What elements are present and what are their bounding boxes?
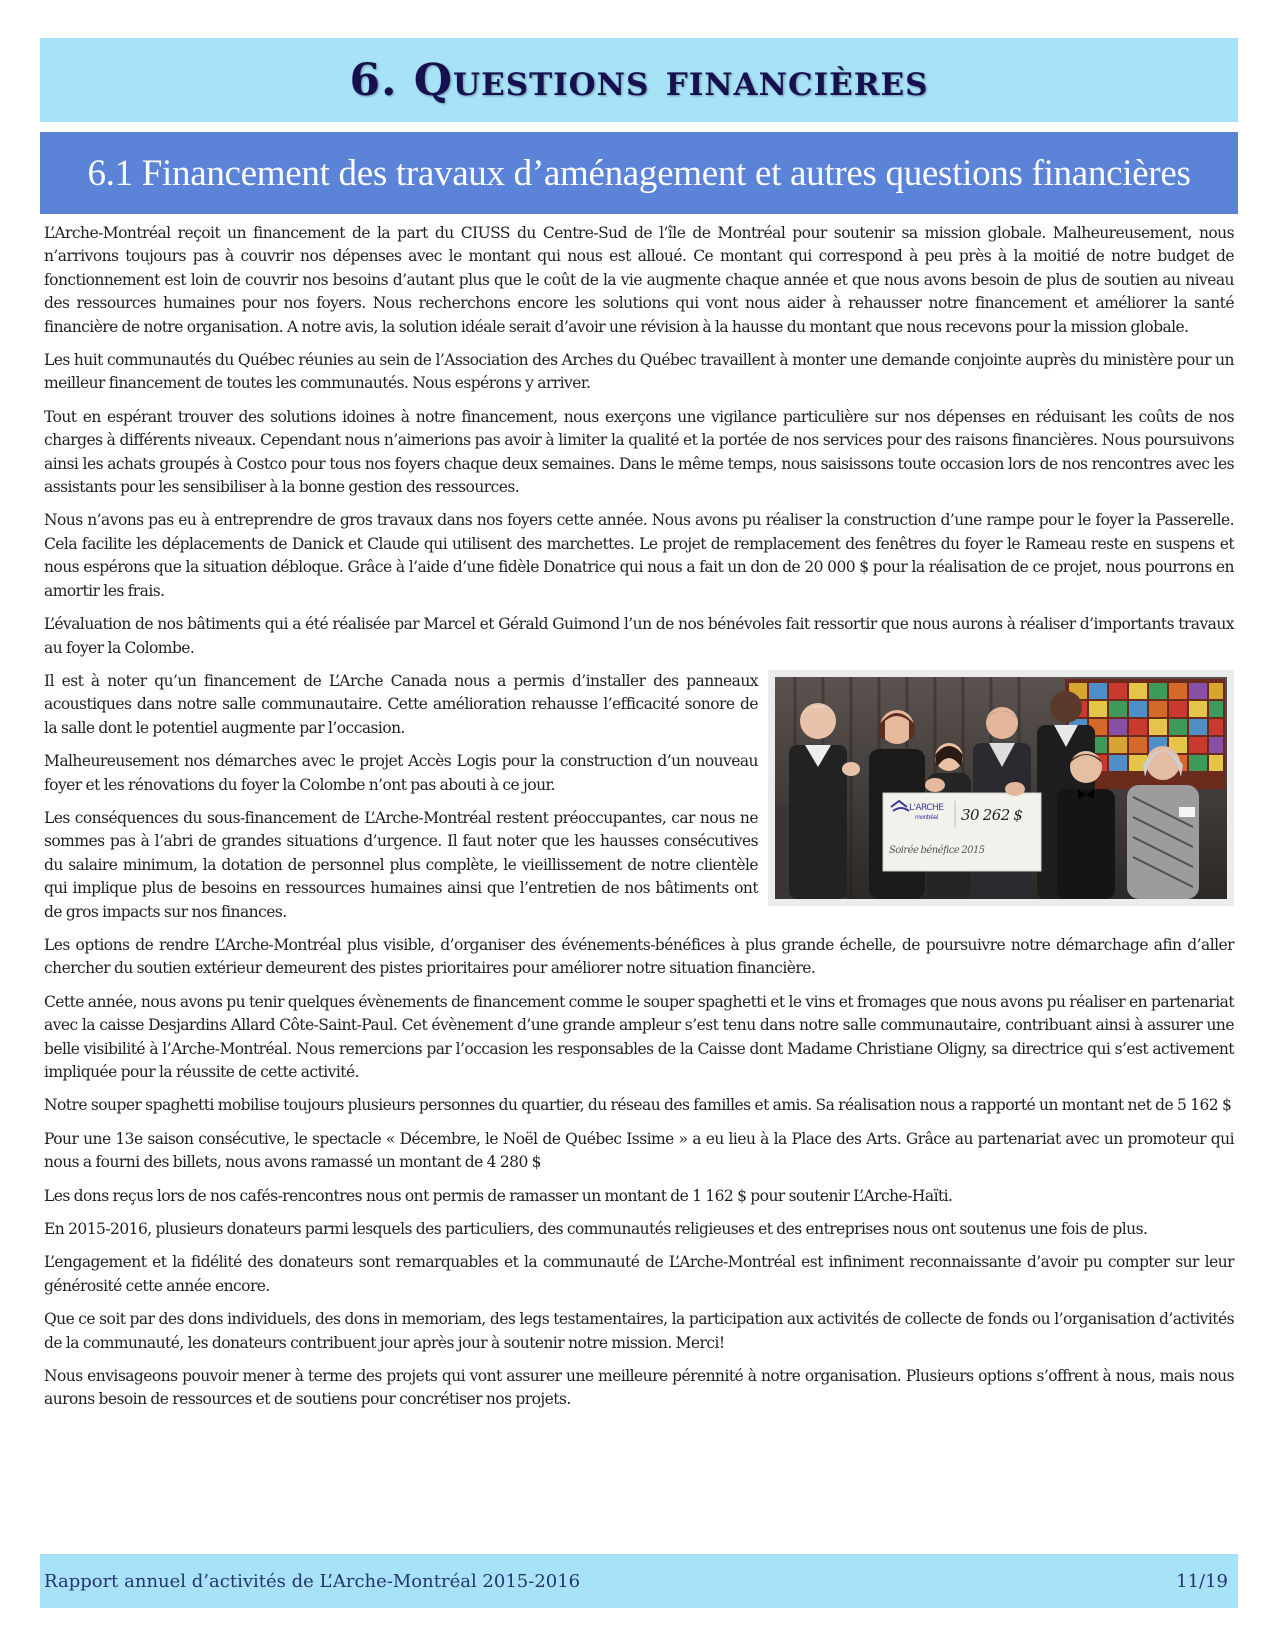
paragraph: Malheureusement nos démarches avec le projet Accès Logis pour la construction d’un nouveau foyer et les rénovations du foyer la Colombe n’ont pas abouti à ce jour. bbox=[44, 752, 758, 794]
check-amount: 30 262 $ bbox=[961, 805, 1023, 824]
section-title: 6.1 Financement des travaux d’aménagement et autres questions financières bbox=[87, 152, 1191, 194]
check-sub: montréal bbox=[915, 813, 938, 821]
paragraph: L’engagement et la fidélité des donateurs sont remarquables et la communauté de L’Arche-Montréal est infiniment reconnaissante d’avoir pu compter sur leur générosité cette année encore. bbox=[44, 1253, 1234, 1295]
paragraph: Que ce soit par des dons individuels, des dons in memoriam, des legs testamentaires, la participation aux activités de collecte de fonds ou l’organisation d’activités de la communauté, les donateurs contribuent jour après jour à soutenir notre mission. Merci! bbox=[44, 1310, 1234, 1352]
paragraph: Les dons reçus lors de nos cafés-rencontres nous ont permis de ramasser un montant de 1 162 $ pour soutenir L’Arche-Haïti. bbox=[44, 1186, 953, 1205]
photo-frame bbox=[768, 670, 1234, 906]
paragraph: Les huit communautés du Québec réunies au sein de l’Association des Arches du Québec travaillent à monter une demande conjointe auprès du ministère pour un meilleur financement de toutes les communautés. Nous espérons y arriver. bbox=[44, 351, 1234, 393]
section-header bbox=[40, 132, 1238, 214]
paragraph: Cette année, nous avons pu tenir quelques évènements de financement comme le souper spaghetti et le vins et fromages que nous avons pu réaliser en partenariat avec la caisse Desjardins Allard Côte-Saint-Paul. Cet évènement d’une grande ampleur s’est tenu dans notre salle communautaire, contribuant ainsi à assurer une belle visibilité à l’Arche-Montréal. Nous remercions par l’occasion les responsables de la Caisse dont Madame Christiane Oligny, sa directrice qui s’est activement impliquée pour la réussite de cette activité. bbox=[44, 992, 1234, 1081]
paragraph: Notre souper spaghetti mobilise toujours plusieurs personnes du quartier, du réseau des familles et amis. Sa réalisation nous a rapporté un montant net de 5 162 $ bbox=[44, 1096, 1232, 1115]
fundraiser-photo bbox=[775, 677, 1227, 899]
chapter-header bbox=[40, 38, 1238, 122]
paragraph: L’Arche-Montréal reçoit un financement de la part du CIUSS du Centre-Sud de l’île de Montréal pour soutenir sa mission globale. Malheureusement, nous n’arrivons toujours pas à couvrir nos dépenses avec le montant qui nous est alloué. Ce montant qui correspond à peu près à la moitié de notre budget de fonctionnement est loin de couvrir nos besoins d’autant plus que le coût de la vie augmente chaque année et que nous avons besoin de plus de soutien au niveau des ressources humaines pour nos foyers. Nous recherchons encore les solutions qui vont nous aider à rehausser notre financement et améliorer la santé financière de notre organisation. A notre avis, la solution idéale serait d’avoir une révision à la hausse du montant que nous recevons pour la mission globale. bbox=[44, 224, 1234, 336]
paragraph: En 2015-2016, plusieurs donateurs parmi lesquels des particuliers, des communautés religieuses et des entreprises nous ont soutenus une fois de plus. bbox=[44, 1220, 1148, 1239]
footer-report-title: Rapport annuel d’activités de L’Arche-Montréal 2015-2016 bbox=[44, 1570, 581, 1592]
paragraph: Les conséquences du sous-financement de L’Arche-Montréal restent préoccupantes, car nous ne sommes pas à l’abri de grandes situations d’urgence. Il faut noter que les hausses consécutives du salaire minimum, la dotation de personnel plus complète, le vieillissement de notre clientèle qui implique plus de besoins en ressources humaines ainsi que l’entretien de nos bâtiments ont de gros impacts sur nos finances. bbox=[44, 808, 758, 921]
paragraph: Nous envisageons pouvoir mener à terme des projets qui vont assurer une meilleure pérennité à notre organisation. Plusieurs options s’offrent à nous, mais nous aurons besoin de ressources et de soutiens pour concrétiser nos projets. bbox=[44, 1367, 1234, 1409]
paragraph: Les options de rendre L’Arche-Montréal plus visible, d’organiser des événements-bénéfices à plus grande échelle, de poursuivre notre démarchage afin d’aller chercher du soutien extérieur demeurent des pistes prioritaires pour améliorer notre situation financière. bbox=[44, 935, 1234, 978]
page-number: 11/19 bbox=[1176, 1570, 1228, 1592]
paragraph: Pour une 13e saison consécutive, le spectacle « Décembre, le Noël de Québec Issime » a eu lieu à la Place des Arts. Grâce au partenariat avec un promoteur qui nous a fourni des billets, nous avons ramassé un montant de 4 280 $ bbox=[44, 1129, 1234, 1172]
paragraph: Tout en espérant trouver des solutions idoines à notre financement, nous exerçons une vigilance particulière sur nos dépenses en réduisant les coûts de nos charges à différents niveaux. Cependant nous n’aimerions pas avoir à limiter la qualité et la portée de nos services pour des raisons financières. Nous poursuivons ainsi les achats groupés à Costco pour tous nos foyers chaque deux semaines. Dans le même temps, nous saisissons toute occasion lors de nos rencontres avec les assistants pour les sensibiliser à la bonne gestion des ressources. bbox=[44, 407, 1234, 497]
paragraph: Nous n’avons pas eu à entreprendre de gros travaux dans nos foyers cette année. Nous avons pu réaliser la construction d’une rampe pour le foyer la Passerelle. Cela facilite les déplacements de Danick et Claude qui utilisent des marchettes. Le projet de remplacement des fenêtres du foyer le Rameau reste en suspens et nous espérons que la situation débloque. Grâce à l’aide d’une fidèle Donatrice qui nous a fait un don de 20 000 $ pour la réalisation de ce projet, nous pourrons en amortir les frais. bbox=[44, 511, 1234, 600]
paragraph: L’évaluation de nos bâtiments qui a été réalisée par Marcel et Gérald Guimond l’un de nos bénévoles fait ressortir que nous aurons à réaliser d’importants travaux au foyer la Colombe. bbox=[44, 615, 1234, 657]
chapter-title: 6. Questions financières bbox=[349, 54, 929, 106]
check-note: Soirée bénéfice 2015 bbox=[889, 844, 985, 856]
presentation-check bbox=[883, 793, 1041, 871]
body-text bbox=[44, 222, 1234, 1422]
check-org: L'ARCHE bbox=[909, 802, 944, 813]
paragraph: Il est à noter qu’un financement de L’Arche Canada nous a permis d’installer des panneaux acoustiques dans notre salle communautaire. Cette amélioration rehausse l’efficacité sonore de la salle dont le potentiel augmente par l’occasion. bbox=[44, 671, 758, 737]
page-footer bbox=[40, 1554, 1238, 1608]
